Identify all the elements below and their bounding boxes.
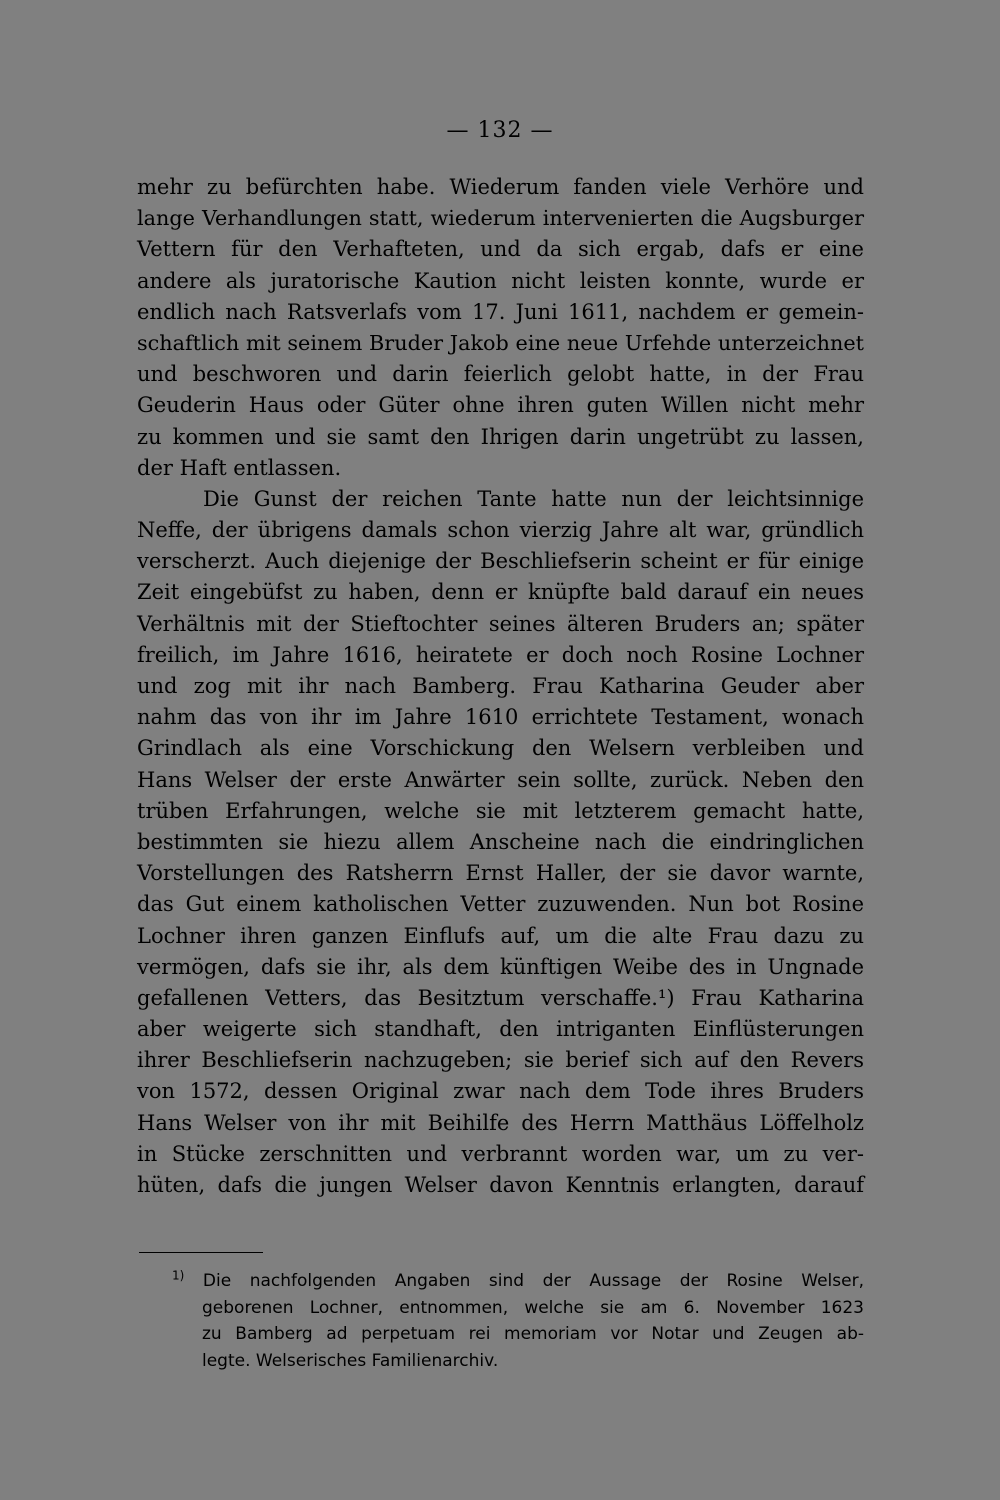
- footnotes: [172, 1268, 864, 1374]
- text-line: endlich nach Ratsverlafs vom 17. Juni 1611, nachdem er gemein-: [137, 299, 864, 324]
- text-line: Verhältnis mit der Stieftochter seines älteren Bruders an; später: [137, 611, 864, 636]
- text-line: verscherzt. Auch diejenige der Beschliefserin scheint er für einige: [137, 549, 864, 574]
- footnote-text: Die nachfolgenden Angaben sind der Aussage der Rosine Welser,: [202, 1271, 864, 1291]
- text-line: andere als juratorische Kaution nicht leisten konnte, wurde er: [137, 268, 864, 293]
- text-line: aber weigerte sich standhaft, den intriganten Einflüsterungen: [137, 1017, 864, 1042]
- text-line: und beschworen und darin feierlich gelobt hatte, in der Frau: [137, 362, 864, 387]
- footnote-divider: [139, 1252, 263, 1253]
- text-line: bestimmten sie hiezu allem Anscheine nach die eindringlichen: [137, 829, 864, 854]
- body-text: [137, 172, 864, 1201]
- text-line: freilich, im Jahre 1616, heiratete er doch noch Rosine Lochner: [137, 642, 864, 667]
- text-line: Grindlach als eine Vorschickung den Welsern verbleiben und: [137, 736, 864, 761]
- footnote-line: geborenen Lochner, entnommen, welche sie am 6. November 1623: [202, 1297, 864, 1318]
- text-line: das Gut einem katholischen Vetter zuzuwenden. Nun bot Rosine: [137, 892, 864, 917]
- text-line: Neffe, der übrigens damals schon vierzig Jahre alt war, gründlich: [137, 518, 864, 543]
- text-line: vermögen, dafs sie ihr, als dem künftigen Weibe des in Ungnade: [137, 954, 864, 979]
- text-line: nahm das von ihr im Jahre 1610 errichtete Testament, wonach: [137, 705, 864, 730]
- footnote-line: [172, 1268, 864, 1295]
- text-line: Hans Welser von ihr mit Beihilfe des Herrn Matthäus Löffelholz: [137, 1110, 864, 1135]
- text-line: Vorstellungen des Ratsherrn Ernst Haller, der sie davor warnte,: [137, 861, 864, 886]
- text-line: mehr zu befürchten habe. Wiederum fanden viele Verhöre und: [137, 175, 864, 199]
- text-line: zu kommen und sie samt den Ihrigen darin ungetrübt zu lassen,: [137, 424, 864, 449]
- text-line: hüten, dafs die jungen Welser davon Kenntnis erlangten, darauf: [137, 1173, 864, 1197]
- text-line: lange Verhandlungen statt, wiederum intervenierten die Augsburger: [137, 206, 864, 231]
- paragraph-first-line: Die Gunst der reichen Tante hatte nun der leichtsinnige: [203, 486, 864, 511]
- footnote-line: zu Bamberg ad perpetuam rei memoriam vor Notar und Zeugen ab-: [202, 1324, 864, 1344]
- text-line: von 1572, dessen Original zwar nach dem Tode ihres Bruders: [137, 1079, 864, 1104]
- text-line: Zeit eingebüfst zu haben, denn er knüpfte bald darauf ein neues: [137, 580, 864, 605]
- text-line: trüben Erfahrungen, welche sie mit letzterem gemacht hatte,: [137, 798, 864, 823]
- page-number: — 132 —: [446, 118, 554, 143]
- text-line: Hans Welser der erste Anwärter sein sollte, zurück. Neben den: [137, 767, 864, 792]
- text-line: ihrer Beschliefserin nachzugeben; sie berief sich auf den Revers: [137, 1048, 864, 1073]
- text-line: in Stücke zerschnitten und verbrannt worden war, um zu ver-: [137, 1141, 864, 1166]
- text-line: gefallenen Vetters, das Besitztum verschaffe.¹) Frau Katharina: [137, 985, 864, 1010]
- text-line: schaftlich mit seinem Bruder Jakob eine neue Urfehde unterzeichnet: [137, 330, 864, 355]
- text-line: und zog mit ihr nach Bamberg. Frau Katharina Geuder aber: [137, 674, 864, 698]
- footnote-marker: 1): [172, 1268, 185, 1283]
- text-line: der Haft entlassen.: [137, 455, 342, 480]
- footnote-line: legte. Welserisches Familienarchiv.: [202, 1350, 499, 1371]
- text-line: Lochner ihren ganzen Einflufs auf, um die alte Frau dazu zu: [137, 923, 864, 948]
- text-line: Geuderin Haus oder Güter ohne ihren guten Willen nicht mehr: [137, 393, 864, 418]
- text-line: Vettern für den Verhafteten, und da sich ergab, dafs er eine: [137, 237, 864, 262]
